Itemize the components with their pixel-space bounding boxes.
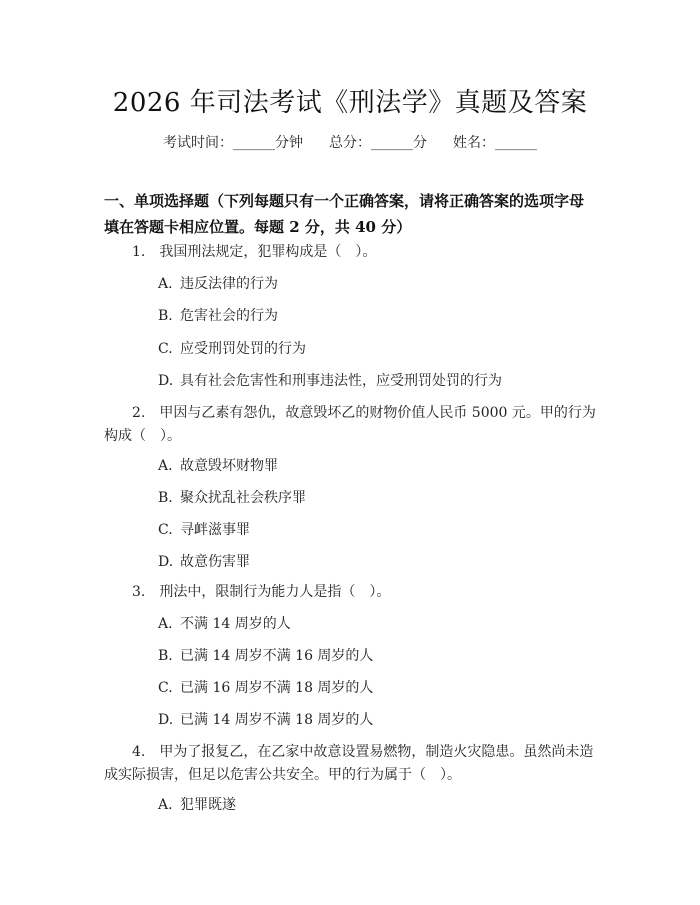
question-2-option-b [158,488,598,508]
option-text: 聚众扰乱社会秩序罪 [180,490,306,506]
question-2-option-a [158,456,598,476]
question-1-option-c [158,339,598,359]
question-4-option-a [158,795,598,815]
option-label: C. [158,522,173,538]
question-1-option-d [158,371,598,391]
option-text: 犯罪既遂 [180,797,236,813]
name-field: 姓名：______ [453,135,537,151]
option-text: 具有社会危害性和刑事违法性，应受刑罚处罚的行为 [180,373,502,389]
option-text: 应受刑罚处罚的行为 [180,341,306,357]
question-1-option-a [158,274,598,294]
option-label: C. [158,680,173,696]
question-2: 2. 甲因与乙素有怨仇，故意毁坏乙的财物价值人民币 5000 元。甲的行为构成（ ）。 [104,405,596,444]
option-label: D. [158,554,174,570]
option-label: B. [158,648,173,664]
option-text: 违反法律的行为 [180,276,278,292]
section-heading: 一、单项选择题（下列每题只有一个正确答案，请将正确答案的选项字母填在答题卡相应位置。每题 2 分，共 40 分） [104,192,585,236]
option-label: A. [158,797,173,813]
question-3-option-b [158,646,598,666]
exam-info-line [0,132,700,152]
option-label: D. [158,712,174,728]
option-text: 危害社会的行为 [180,308,278,324]
option-label: A. [158,276,173,292]
question-1-option-b [158,306,598,326]
question-2-option-d [158,552,598,572]
option-text: 已满 16 周岁不满 18 周岁的人 [180,680,374,696]
option-label: C. [158,341,173,357]
option-label: D. [158,373,174,389]
question-1: 1. 我国刑法规定，犯罪构成是（ ）。 [132,244,377,260]
question-4: 4. 甲为了报复乙，在乙家中故意设置易燃物，制造火灾隐患。虽然尚未造成实际损害，但足以危害公共安全。甲的行为属于（ ）。 [104,744,594,783]
option-label: B. [158,308,173,324]
question-3-option-a [158,614,598,634]
question-2-option-c [158,520,598,540]
question-3-option-c [158,678,598,698]
option-text: 故意毁坏财物罪 [180,458,278,474]
page-title: 2026 年司法考试《刑法学》真题及答案 [112,88,588,118]
question-3-option-d [158,710,598,730]
option-label: A. [158,616,173,632]
option-text: 故意伤害罪 [180,554,250,570]
option-text: 已满 14 周岁不满 16 周岁的人 [180,648,374,664]
option-label: A. [158,458,173,474]
exam-time-field: 考试时间：______分钟 [163,135,303,151]
option-text: 不满 14 周岁的人 [180,616,291,632]
option-text: 已满 14 周岁不满 18 周岁的人 [180,712,374,728]
question-3: 3. 刑法中，限制行为能力人是指（ ）。 [132,584,391,600]
option-text: 寻衅滋事罪 [180,522,250,538]
option-label: B. [158,490,173,506]
total-score-field: 总分：______分 [329,135,427,151]
